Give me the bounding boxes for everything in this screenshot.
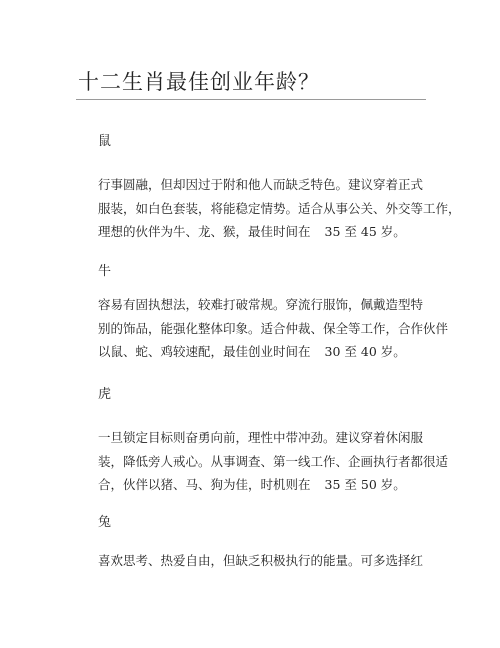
age-range: 35 至 45 岁。 bbox=[324, 224, 406, 239]
paragraph-line: 一旦锁定目标则奋勇向前，理性中带冲劲。建议穿着休闲服 bbox=[98, 430, 424, 445]
title-divider bbox=[76, 99, 426, 100]
paragraph-line-last bbox=[98, 340, 406, 364]
section-heading-tiger: 虎 bbox=[98, 387, 112, 402]
paragraph-line-last bbox=[98, 473, 406, 497]
paragraph-line: 服装，如白色套装，将能稳定情势。适合从事公关、外交等工作， bbox=[98, 200, 461, 216]
paragraph-line: 行事圆融，但却因过于附和他人而缺乏特色。建议穿着正式 bbox=[98, 177, 424, 192]
section-heading-ox: 牛 bbox=[98, 264, 112, 279]
paragraph-line: 别的饰品，能强化整体印象。适合仲裁、保全等工作，合作伙伴 bbox=[98, 320, 449, 336]
paragraph-text: 理想的伙伴为牛、龙、猴，最佳时间在 bbox=[98, 224, 311, 239]
paragraph-line: 装，降低旁人戒心。从事调查、第一线工作、企画执行者都很适 bbox=[98, 453, 449, 469]
paragraph-text: 合，伙伴以猪、马、狗为佳，时机则在 bbox=[98, 477, 311, 492]
section-paragraph-tiger bbox=[98, 426, 449, 497]
age-range: 35 至 50 岁。 bbox=[324, 477, 406, 492]
section-paragraph-rabbit bbox=[98, 549, 424, 573]
paragraph-line: 容易有固执想法，较难打破常规。穿流行服饰，佩戴造型特 bbox=[98, 297, 424, 312]
age-range: 30 至 40 岁。 bbox=[324, 344, 406, 359]
section-heading-rat: 鼠 bbox=[98, 134, 112, 149]
page-title: 十二生肖最佳创业年龄？ bbox=[78, 70, 320, 94]
section-heading-rabbit: 兔 bbox=[98, 515, 112, 530]
paragraph-text: 以鼠、蛇、鸡较速配，最佳创业时间在 bbox=[98, 344, 311, 359]
section-paragraph-ox bbox=[98, 293, 449, 364]
paragraph-line: 喜欢思考、热爱自由，但缺乏积极执行的能量。可多选择红 bbox=[98, 553, 424, 568]
paragraph-line-last bbox=[98, 220, 406, 244]
section-paragraph-rat bbox=[98, 173, 461, 244]
